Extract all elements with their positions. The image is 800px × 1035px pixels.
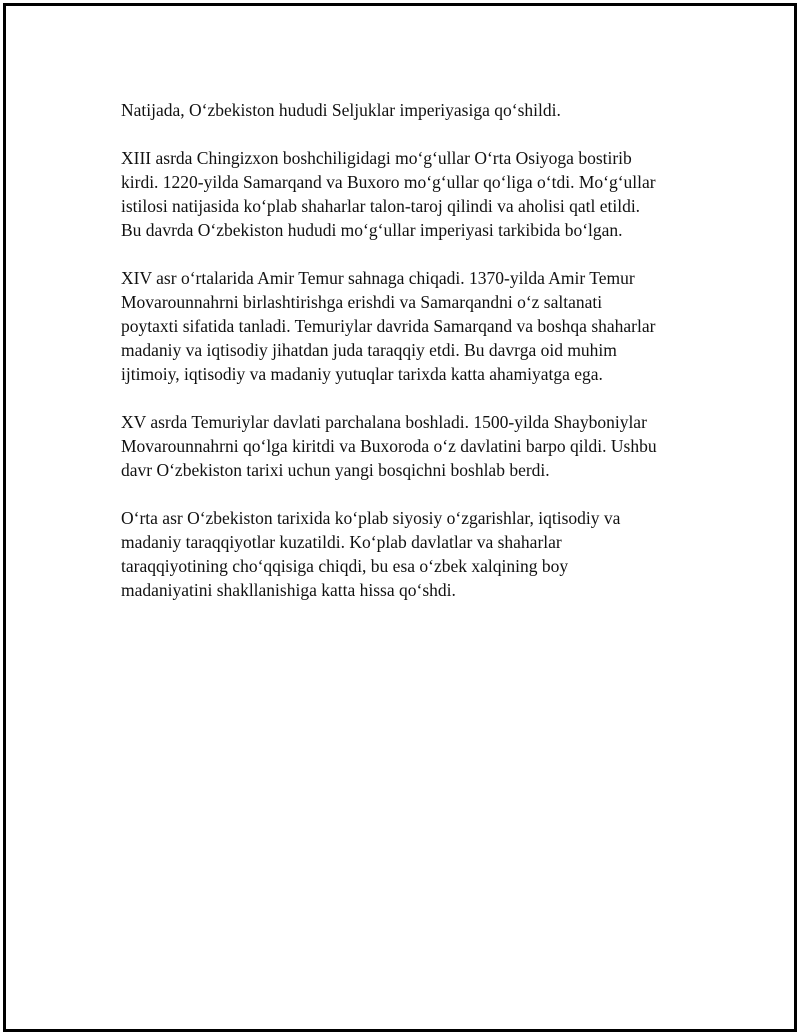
text-line: taraqqiyotining cho‘qqisiga chiqdi, bu esa o‘zbek xalqining boy — [121, 556, 569, 576]
text-line: istilosi natijasida ko‘plab shaharlar talon-taroj qilindi va aholisi qatl etildi. — [121, 196, 641, 216]
paragraph-mongol — [121, 146, 721, 242]
paragraph-seljuk — [121, 98, 721, 122]
paragraph-shaybani — [121, 410, 721, 482]
paragraph-conclusion — [121, 506, 721, 602]
text-line: davr O‘zbekiston tarixi uchun yangi bosqichni boshlab berdi. — [121, 460, 550, 480]
text-line: Movarounnahrni qo‘lga kiritdi va Buxoroda o‘z davlatini barpo qildi. Ushbu — [121, 436, 657, 456]
text-line: Natijada, O‘zbekiston hududi Seljuklar imperiyasiga qo‘shildi. — [121, 100, 561, 120]
document-body — [121, 98, 721, 626]
text-line: kirdi. 1220-yilda Samarqand va Buxoro mo‘g‘ullar qo‘liga o‘tdi. Mo‘g‘ullar — [121, 172, 656, 192]
text-line: XIV asr o‘rtalarida Amir Temur sahnaga chiqadi. 1370-yilda Amir Temur — [121, 268, 635, 288]
paragraph-temur — [121, 266, 721, 386]
text-line: madaniy taraqqiyotlar kuzatildi. Ko‘plab davlatlar va shaharlar — [121, 532, 562, 552]
document-page — [3, 3, 797, 1032]
text-line: Bu davrda O‘zbekiston hududi mo‘g‘ullar imperiyasi tarkibida bo‘lgan. — [121, 220, 623, 240]
text-line: ijtimoiy, iqtisodiy va madaniy yutuqlar tarixda katta ahamiyatga ega. — [121, 364, 603, 384]
text-line: madaniyatini shakllanishiga katta hissa qo‘shdi. — [121, 580, 456, 600]
text-line: Movarounnahrni birlashtirishga erishdi va Samarqandni o‘z saltanati — [121, 292, 603, 312]
text-line: O‘rta asr O‘zbekiston tarixida ko‘plab siyosiy o‘zgarishlar, iqtisodiy va — [121, 508, 621, 528]
text-line: XIII asrda Chingizxon boshchiligidagi mo‘g‘ullar O‘rta Osiyoga bostirib — [121, 148, 632, 168]
text-line: madaniy va iqtisodiy jihatdan juda taraqqiy etdi. Bu davrga oid muhim — [121, 340, 617, 360]
text-line: XV asrda Temuriylar davlati parchalana boshladi. 1500-yilda Shayboniylar — [121, 412, 647, 432]
text-line: poytaxti sifatida tanladi. Temuriylar davrida Samarqand va boshqa shaharlar — [121, 316, 656, 336]
